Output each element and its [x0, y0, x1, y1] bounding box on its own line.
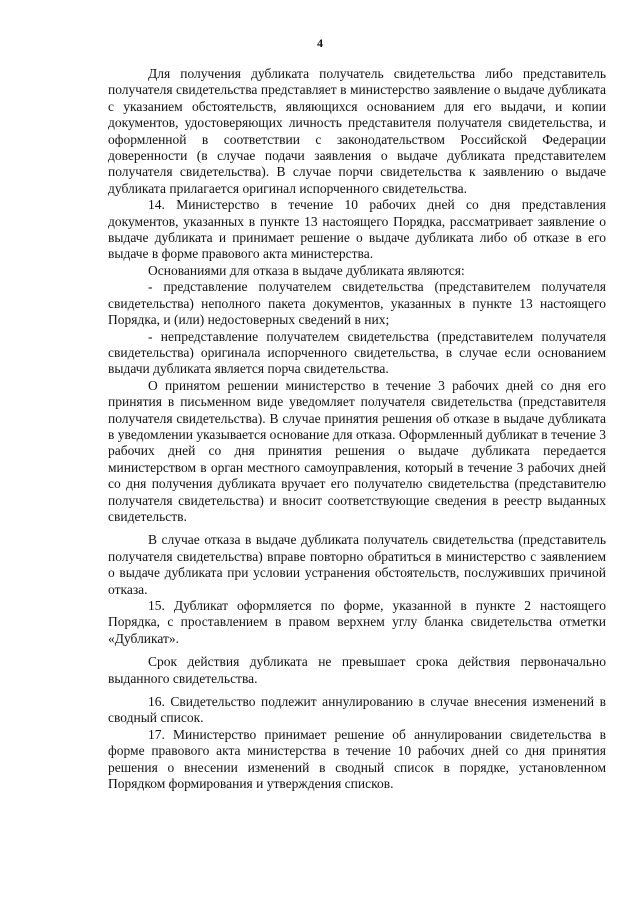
document-body [108, 66, 606, 792]
paragraph-refusal-grounds: Основаниями для отказа в выдаче дубликата являются: [148, 262, 465, 278]
paragraph-ground-incomplete: - представление получателем свидетельства (представителем получателя свидетельства) неполного пакета документов, указанных в пункте 13 настоящего Порядка, и (или) недостоверных сведений в них; [108, 279, 606, 328]
paragraph-item-15: 15. Дубликат оформляется по форме, указанной в пункте 2 настоящего Порядка, с проставлением в правом верхнем углу бланка свидетельства отметки «Дубликат». [108, 598, 606, 646]
page-number: 4 [317, 36, 323, 50]
paragraph-duplicate-validity: Срок действия дубликата не превышает срока действия первоначально выданного свидетельства. [108, 654, 606, 686]
paragraph-duplicate-request: Для получения дубликата получатель свидетельства либо представитель получателя свидетельства представляет в министерство заявление о выдаче дубликата с указанием обстоятельств, являющихся основанием для его выдачи, и копии документов, удостоверяющих личность представителя получателя свидетельства, и оформленной в соответствии с законодательством Российской Федерации доверенности (в случае подачи заявления о выдаче дубликата представителем получателя свидетельства). В случае порчи свидетельства к заявлению о выдаче дубликата прилагается оригинал испорченного свидетельства. [108, 66, 606, 196]
paragraph-item-17: 17. Министерство принимает решение об аннулировании свидетельства в форме правового акта министерства в течение 10 рабочих дней со дня принятия решения о внесении изменений в сводный список в порядке, установленном Порядком формирования и утверждения списков. [108, 726, 606, 792]
paragraph-ground-no-original: - непредставление получателем свидетельства (представителем получателя свидетельства) оригинала испорченного свидетельства, в случае если основанием выдачи дубликата является порча свидетельства. [108, 328, 606, 377]
paragraph-repeat-request: В случае отказа в выдаче дубликата получатель свидетельства (представитель получателя свидетельства) вправе повторно обратиться в министерство с заявлением о выдаче дубликата при условии устранения обстоятельств, послуживших причиной отказа. [108, 532, 606, 597]
paragraph-item-16: 16. Свидетельство подлежит аннулированию в случае внесения изменений в сводный список. [108, 694, 606, 726]
paragraph-item-14: 14. Министерство в течение 10 рабочих дней со дня представления документов, указанных в пункте 13 настоящего Порядка, рассматривает заявление о выдаче дубликата и принимает решение о выдаче дубликата либо об отказе в его выдаче в форме правового акта министерства. [108, 197, 606, 262]
paragraph-decision-notice: О принятом решении министерство в течение 3 рабочих дней со дня его принятия в письменном виде уведомляет получателя свидетельства (представителя получателя свидетельства). В случае принятия решения об отказе в выдаче дубликата в уведомлении указывается основание для отказа. Оформленный дубликат в течение 3 рабочих дней со дня принятия решения о выдаче дубликата передается министерством в орган местного самоуправления, который в течение 3 рабочих дней со дня получения дубликата вручает его получателю свидетельства (представителю получателя свидетельства) и вносит соответствующие сведения в реестр выданных свидетельств. [108, 377, 606, 524]
